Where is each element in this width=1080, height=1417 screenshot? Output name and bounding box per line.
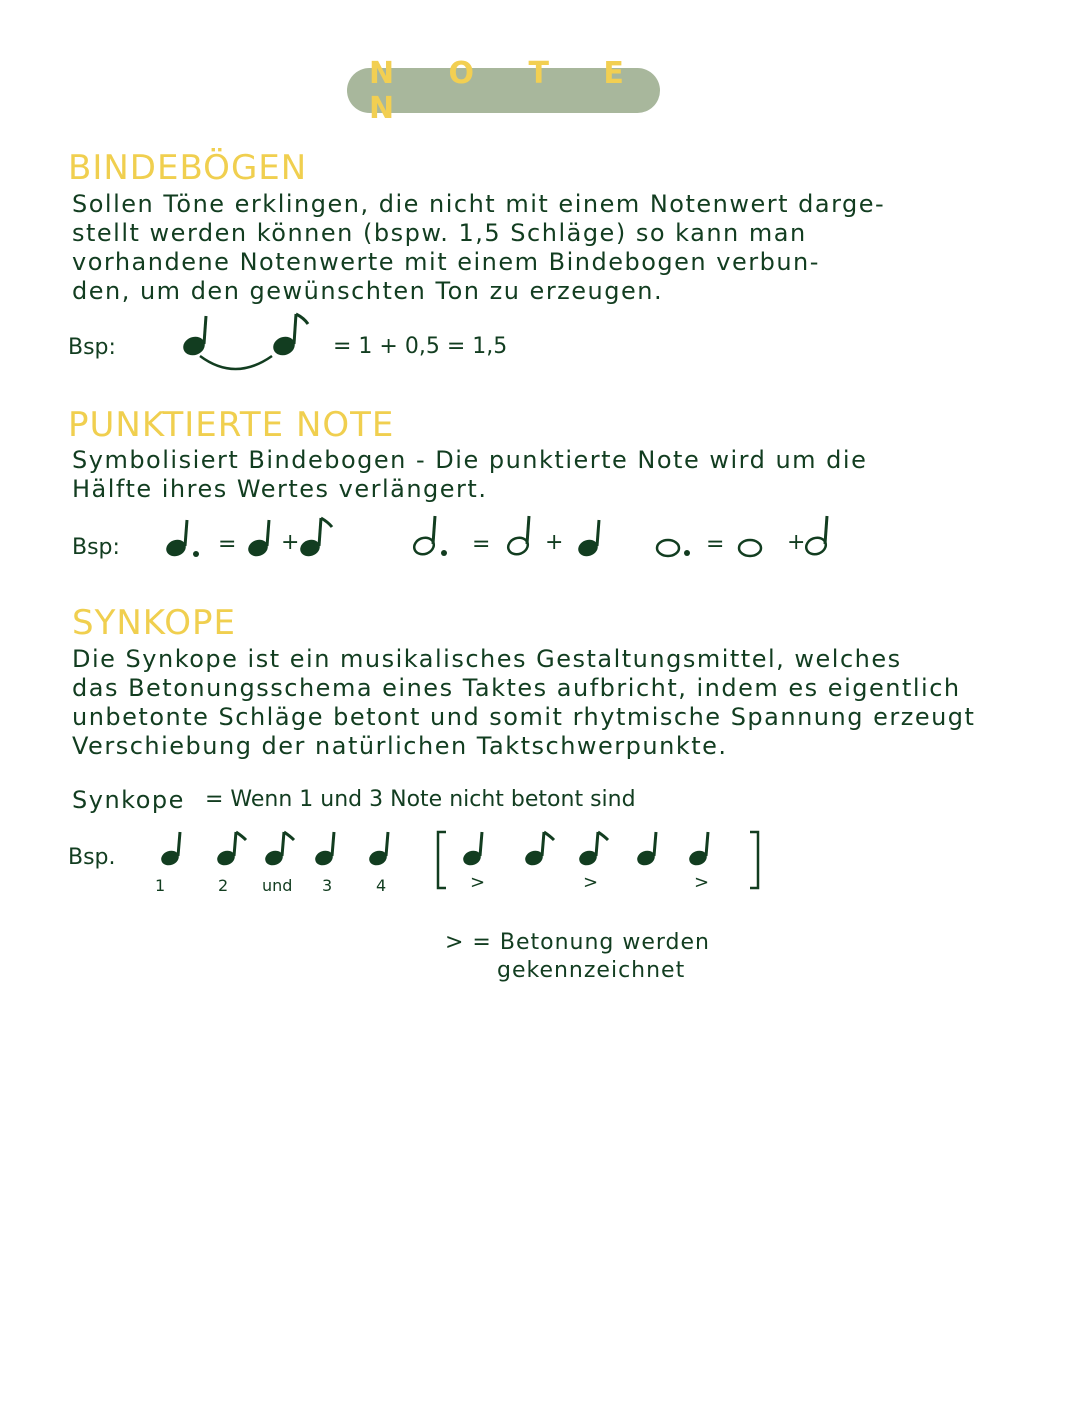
plus-sign: + <box>545 530 564 555</box>
bindeboegen-line-2: stellt werden können (bspw. 1,5 Schläge) so kann man <box>72 219 807 247</box>
tie-arc-icon <box>200 356 272 369</box>
eighth-note-icon <box>577 832 608 868</box>
quarter-note-icon <box>367 832 389 868</box>
synkope-example-label: Bsp. <box>68 845 116 870</box>
equals-sign: = <box>706 532 725 557</box>
punktiert-line-1: Symbolisiert Bindebogen - Die punktierte Note wird um die <box>72 446 868 474</box>
eighth-note-icon <box>215 832 246 868</box>
beat-label: und <box>262 876 293 895</box>
bracket-right-icon <box>750 832 758 888</box>
quarter-note-icon <box>687 832 709 868</box>
bindeboegen-line-3: vorhandene Notenwerte mit einem Bindebogen verbun- <box>72 248 820 276</box>
bindeboegen-line-4: den, um den gewünschten Ton zu erzeugen. <box>72 277 664 305</box>
page-title: N O T E N <box>369 55 646 126</box>
half-note-icon <box>804 516 828 557</box>
beat-label: 3 <box>322 876 333 895</box>
punktiert-example-label: Bsp: <box>72 535 120 560</box>
beat-label: 4 <box>376 876 387 895</box>
synkope-line-1: Die Synkope ist ein musikalisches Gestaltungsmittel, welches <box>72 645 902 673</box>
accent-legend-line-1: > = Betonung werden <box>445 930 710 955</box>
beat-label: 2 <box>218 876 229 895</box>
section-heading-bindeboegen: BINDEBÖGEN <box>68 148 308 188</box>
eighth-note-icon <box>271 314 308 358</box>
beat-label: 1 <box>155 876 166 895</box>
synkope-line-2: das Betonungsschema eines Taktes aufbricht, indem es eigentlich <box>72 674 961 702</box>
eighth-note-icon <box>523 832 554 868</box>
quarter-note-icon <box>313 832 335 868</box>
bindeboegen-example-label: Bsp: <box>68 335 116 360</box>
synkope-line-3: unbetonte Schläge betont und somit rhytmische Spannung erzeugt <box>72 703 976 731</box>
eighth-note-icon <box>298 518 332 559</box>
quarter-note-icon <box>461 832 483 868</box>
accent-mark: > <box>470 872 486 893</box>
tied-notes-figure <box>180 310 320 375</box>
accent-mark: > <box>694 872 710 893</box>
title-banner <box>347 55 660 126</box>
section-heading-punktiert: PUNKTIERTE NOTE <box>68 405 395 445</box>
equals-sign: = <box>218 532 237 557</box>
half-note-icon <box>506 516 530 557</box>
synkope-definition-term: Synkope <box>72 786 185 814</box>
quarter-note-icon <box>181 316 208 358</box>
eighth-note-icon <box>263 832 294 868</box>
bindeboegen-formula: = 1 + 0,5 = 1,5 <box>333 334 508 359</box>
dotted-half-note-icon <box>412 516 447 557</box>
bracket-left-icon <box>438 832 446 888</box>
plus-sign: + <box>787 530 806 555</box>
synkope-rhythm-figure <box>150 828 770 898</box>
accent-legend-line-2: gekennzeichnet <box>497 958 686 983</box>
section-heading-synkope: SYNKOPE <box>72 603 236 643</box>
dotted-quarter-note-icon <box>164 520 199 559</box>
quarter-note-icon <box>635 832 657 868</box>
accent-mark: > <box>583 872 599 893</box>
quarter-note-icon <box>159 832 181 868</box>
dotted-notes-figure <box>150 512 870 572</box>
quarter-note-icon <box>246 520 270 559</box>
synkope-definition-text: = Wenn 1 und 3 Note nicht betont sind <box>205 787 636 812</box>
equals-sign: = <box>472 532 491 557</box>
plus-sign: + <box>281 530 300 555</box>
bindeboegen-line-1: Sollen Töne erklingen, die nicht mit einem Notenwert darge- <box>72 190 886 218</box>
whole-note-icon <box>739 540 761 556</box>
dotted-whole-note-icon <box>657 540 690 556</box>
synkope-line-4: Verschiebung der natürlichen Taktschwerpunkte. <box>72 732 728 760</box>
quarter-note-icon <box>576 520 600 559</box>
punktiert-line-2: Hälfte ihres Wertes verlängert. <box>72 475 488 503</box>
